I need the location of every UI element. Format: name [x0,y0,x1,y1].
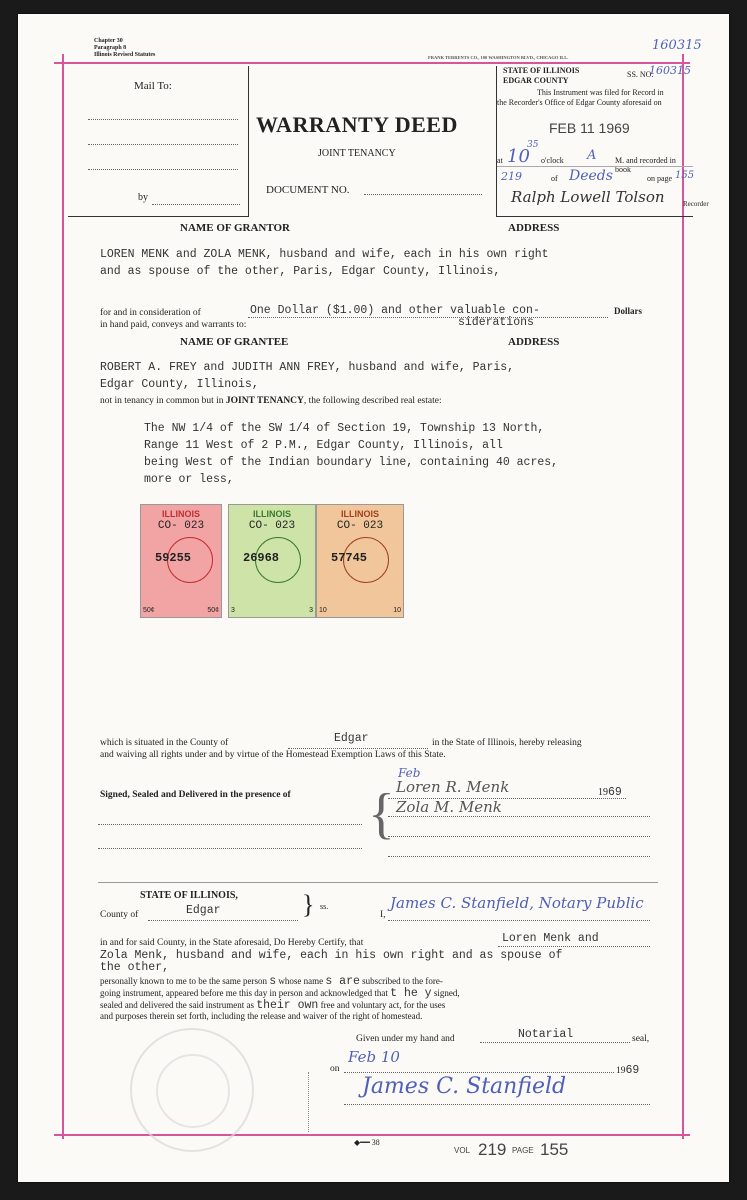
legal-description: The NW 1/4 of the SW 1/4 of Section 19, Township 13 North, Range 11 West of 2 P.M., Edgar County, Illinois, all being West of the Indian boundary line, containing 40 acres, more or less, [144,422,559,486]
notary-name: James C. Stanfield, Notary Public [390,894,644,912]
deed-paper: Chapter 30 Paragraph 8 Illinois Revised Statutes FRANK TERRENTS CO., 100 WASHINGTON BLVD., CHICAGO ILL. 160315 Mail To: by WARRANTY DEED JOINT TENANCY DOCUMENT NO. STATE OF ILLINOIS EDGAR COUNTY SS. NO. 160315 This Instrument was filed for Record in the Recorder's Office of Edgar County aforesaid on FEB 11 1969 at 10 35 o'clock A M. and recorded in book 219 of Deeds on page 155 Ralph Lowell Tolson Recorder NAME OF GRANTOR ADDRESS LOREN MENK and ZOLA MENK, husband and wife, each in his own right and as spouse of the other, Paris, Edgar County, Illinois, for and in consideration of One Dollar ($1.00) and other valuable con- Dollars in hand paid, conveys and warrants to: siderations NAME OF GRANTEE ADDRESS ROBERT A. FREY and JUDITH ANN FREY, husband and wife, Paris, Edgar County, Illinois, not in tenancy in common but in JOINT TENANCY, the following described real estate: The NW 1/4 of the SW 1/4 of Section 19, Township 13 North, Range 11 West of 2 P.M., Edgar County, Illinois, all being West of the Indian boundary line, containing 40 acres, more or less, ILLINOIS CO- 023 59255 50¢ 50¢ ILLINOIS CO- 023 26968 3 3 ILLINOIS CO- 023 57745 10 10 which is situated in the County of Edgar in the State of Illinois, hereby releasing and waiving all rights under and by virtue of the Homestead Exemption Laws of this State. Signed, Sealed and Delivered in the presence of Feb Loren R. Menk 1969 Zola M. Menk { STATE OF ILLINOIS, County of Edgar } ss. I, James C. Stanfield, Notary Public in and for said County, in the State aforesaid, Do Hereby Certify, that Loren Menk and Zola Menk, husband and wife, each in his own right and as spouse of the other, personally known to me to be the same person s whose name s are subscribed to the fore- going instrument, appeared before me this day in person and acknowledged that t he y signed, sealed and delivered the said instrument as their own free and voluntary act, for the uses and purposes therein set forth, including the release and waiver of the right of homestead. Given under my hand and Notarial seal, on Feb 10 1969 James C. Stanfield ◆━━ 38 VOL 219 PAGE 155 [18,14,729,1182]
volume-number: 219 [478,1140,507,1159]
pink-border-top [54,62,690,64]
deed-title: WARRANTY DEED [256,112,458,137]
grantor-text-2: and as spouse of the other, Paris, Edgar County, Illinois, [100,265,501,278]
printer-line: FRANK TERRENTS CO., 100 WASHINGTON BLVD., CHICAGO ILL. [428,55,569,60]
recorder-box: STATE OF ILLINOIS EDGAR COUNTY SS. NO. 160315 This Instrument was filed for Record in the Recorder's Office of Edgar County aforesaid on FEB 11 1969 at 10 35 o'clock A M. and recorded in book 219 of Deeds on page 155 Ralph Lowell Tolson Recorder [496,66,693,217]
statute-reference: Chapter 30 Paragraph 8 Illinois Revised Statutes [94,38,156,58]
grantee-text-2: Edgar County, Illinois, [100,378,259,391]
grantee-name-label: NAME OF GRANTEE [180,336,289,348]
consideration-value: One Dollar ($1.00) and other valuable con- [250,304,540,317]
mail-to-box [68,66,249,217]
printer-mark: ◆━━ 38 [354,1138,380,1147]
recorder-signature: Ralph Lowell Tolson [511,188,665,206]
document-number-label: DOCUMENT NO. [266,184,350,196]
signature-loren: Loren R. Menk [396,778,510,796]
revenue-stamp-2: ILLINOIS CO- 023 26968 3 3 [228,504,316,618]
grantor-text-1: LOREN MENK and ZOLA MENK, husband and wife, each in his own right [100,248,549,261]
grantor-name-label: NAME OF GRANTOR [180,222,290,234]
grantee-text-1: ROBERT A. FREY and JUDITH ANN FREY, husband and wife, Paris, [100,361,515,374]
deed-subtitle: JOINT TENANCY [318,148,396,159]
embossed-notary-seal [130,1028,254,1152]
revenue-stamp-3: ILLINOIS CO- 023 57745 10 10 [316,504,404,618]
by-label: by [138,192,148,203]
tenancy-line: not in tenancy in common but in JOINT TENANCY, the following described real estate: [100,396,442,406]
mail-to-label: Mail To: [134,80,172,92]
grantor-address-label: ADDRESS [508,222,560,234]
county-value: Edgar [334,732,369,745]
grantee-address-label: ADDRESS [508,336,560,348]
page-number: 155 [540,1140,569,1159]
revenue-stamp-1: ILLINOIS CO- 023 59255 50¢ 50¢ [140,504,222,618]
handwritten-doc-number: 160315 [652,38,702,53]
date-stamp: FEB 11 1969 [549,120,630,136]
pink-border-left [62,54,64,1139]
notary-signature: James C. Stanfield [362,1074,567,1099]
signature-zola: Zola M. Menk [396,798,502,816]
